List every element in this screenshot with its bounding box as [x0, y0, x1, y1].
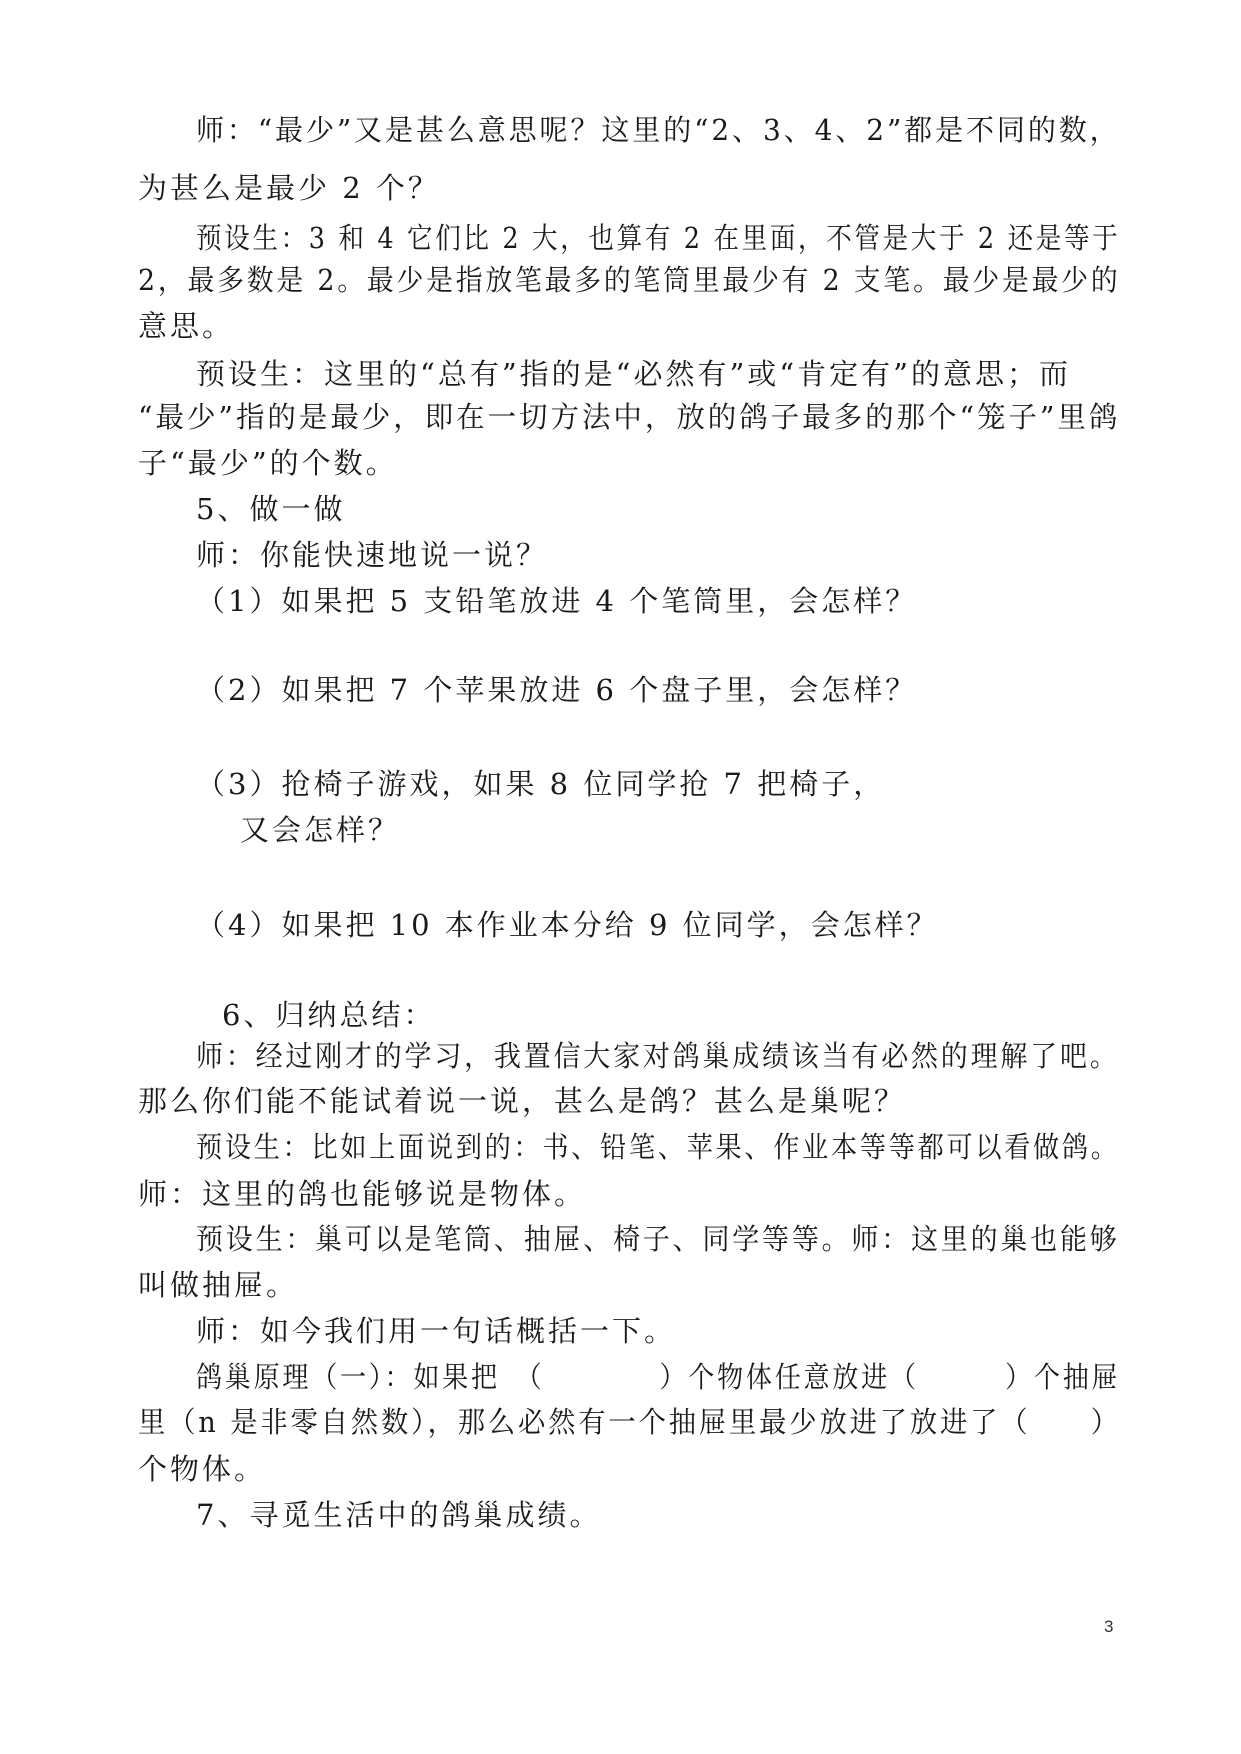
paragraph-line: 预设生：比如上面说到的：书、铅笔、苹果、作业本等等都可以看做鸽。: [196, 1130, 1120, 1164]
paragraph-line: 预设生：巢可以是笔筒、抽屉、椅子、同学等等。师：这里的巢也能够: [196, 1222, 1120, 1256]
paragraph-line: 师：“最少”又是甚么意思呢？这里的“2、3、4、2”都是不同的数，: [196, 113, 1121, 147]
paragraph-line: 师：这里的鸽也能够说是物体。: [138, 1177, 587, 1211]
paragraph-line: 师：如今我们用一句话概括一下。: [196, 1314, 677, 1348]
paragraph-line: “最少”指的是最少，即在一切方法中，放的鸽子最多的那个“笼子”里鸽: [138, 400, 1121, 434]
paragraph-line: 那么你们能不能试着说一说，甚么是鸽？甚么是巢呢？: [138, 1084, 907, 1118]
paragraph-line: 师：经过刚才的学习，我置信大家对鸽巢成绩该当有必然的理解了吧。: [196, 1039, 1120, 1073]
section-heading: 5、做一做: [196, 492, 346, 526]
paragraph-line: 个物体。: [138, 1452, 267, 1486]
section-heading: 7、寻觅生活中的鸽巢成绩。: [196, 1498, 602, 1532]
paragraph-line: 为甚么是最少 2 个？: [138, 171, 440, 205]
paragraph-line: 鸽巢原理（一）：如果把 （ ）个物体任意放进（ ）个抽屉: [196, 1360, 1121, 1394]
paragraph-line: 叫做抽屉。: [138, 1268, 299, 1302]
paragraph-line: 里（n 是非零自然数），那么必然有一个抽屉里最少放进了放进了（ ）: [138, 1405, 1121, 1439]
question-item: （4）如果把 10 本作业本分给 9 位同学，会怎样？: [196, 908, 939, 942]
question-item: （3）抢椅子游戏，如果 8 位同学抢 7 把椅子，: [196, 767, 886, 801]
question-item: （2）如果把 7 个苹果放进 6 个盘子里，会怎样？: [196, 673, 918, 707]
paragraph-line: 2，最多数是 2。最少是指放笔最多的笔筒里最少有 2 支笔。最少是最少的: [138, 263, 1121, 297]
section-heading: 6、归纳总结：: [222, 998, 436, 1032]
question-item: （1）如果把 5 支铅笔放进 4 个笔筒里，会怎样？: [196, 584, 918, 618]
paragraph-line: 师：你能快速地说一说？: [196, 538, 549, 572]
page-number: 3: [1104, 1617, 1114, 1636]
paragraph-line: 子“最少”的个数。: [138, 446, 398, 480]
paragraph-line: 预设生：这里的“总有”指的是“必然有”或“肯定有”的意思；而: [196, 357, 1071, 391]
question-item-continuation: 又会怎样？: [240, 813, 401, 847]
paragraph-line: 预设生：3 和 4 它们比 2 大，也算有 2 在里面，不管是大于 2 还是等于: [196, 221, 1121, 255]
paragraph-line: 意思。: [138, 309, 235, 343]
